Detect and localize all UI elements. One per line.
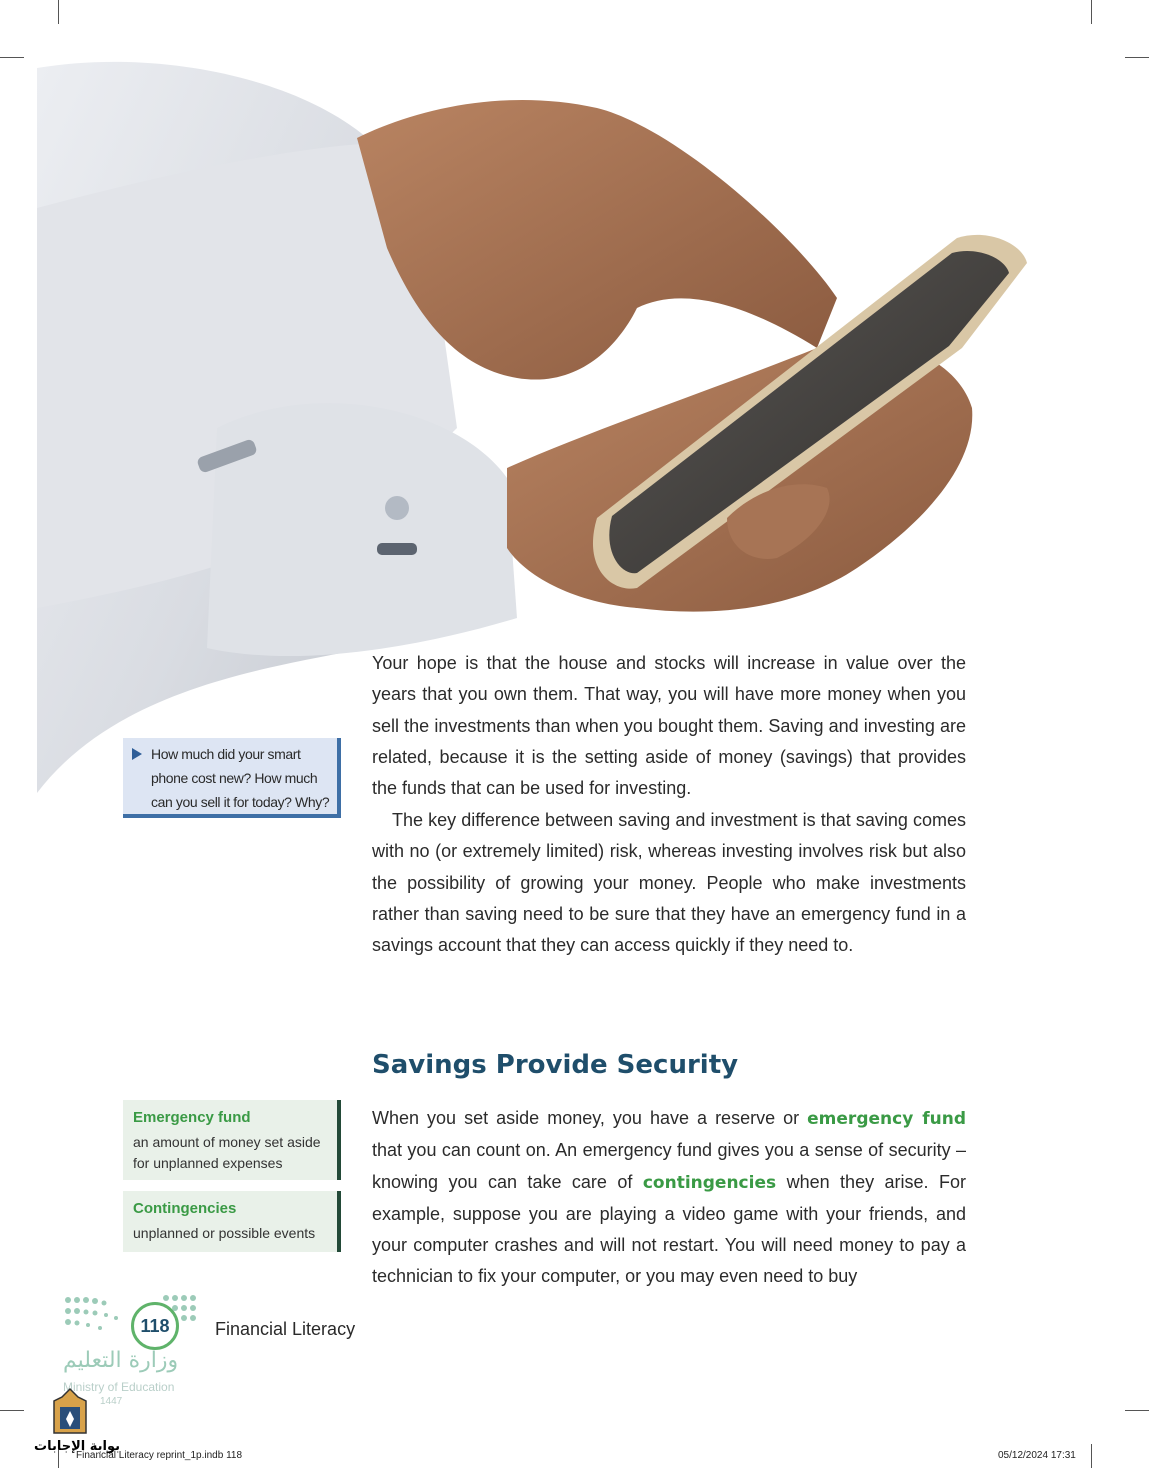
keyword-contingencies: contingencies [642,1172,777,1193]
keyword-emergency-fund: emergency fund [807,1109,966,1129]
crop-mark [1091,0,1092,24]
section-text-c: when they arise. For example, suppose you are playing a video game with your friends, and your computer crashes and will not restart. You will need money to pay a technician to fix your computer, or you may even need to buy [372,1171,966,1287]
glossary-definition: an amount of money set aside for unplanned expenses [133,1134,321,1171]
crop-mark [0,57,24,58]
ministry-logo-english: Ministry of Education [63,1380,175,1394]
print-slug-date: 05/12/2024 17:31 [998,1450,1076,1461]
ministry-year: 1447 [100,1396,123,1407]
glossary-definition: unplanned or possible events [133,1225,316,1241]
ministry-logo-arabic: وزارة التعليم [63,1348,179,1373]
photo-caption-box [123,738,341,818]
caption-arrow-icon [132,748,142,760]
crop-mark [1091,1444,1092,1468]
body-paragraph-1: Your hope is that the house and stocks will increase in value over the years that you own them. That way, you will have more money when you sell the investments than when you bought them. Saving and investing are related, because it is the setting aside of money (savings) that provides the funds that can be used for investing. [372,653,966,799]
body-paragraph-2: The key difference between saving and investment is that saving comes with no (or extremely limited) risk, whereas investing involves risk but also the possibility of growing your money. People who make investments rather than saving need to be sure that they have an emergency fund in a savings account that they can access quickly if they need to. [372,810,966,956]
section-text-a: When you set aside money, you have a reserve or [372,1108,808,1128]
crop-mark [0,1410,24,1411]
crop-mark [1125,1410,1149,1411]
glossary-box-contingencies [123,1191,341,1252]
lantern-logo-icon [48,1387,92,1439]
section-paragraph [372,1103,966,1293]
section-heading: Savings Provide Security [372,1050,739,1080]
site-watermark: بوابة الإجابات [34,1439,120,1454]
page-number: 118 [131,1302,179,1350]
crop-mark [1125,57,1149,58]
glossary-box-emergency-fund [123,1100,341,1180]
section-text-b: that you can count on. An emergency fund gives you a sense of security – knowing you can take care of [372,1140,966,1192]
print-slug-file: Financial Literacy reprint_1p.indb 118 [76,1450,243,1461]
glossary-term: Emergency fund [133,1109,251,1126]
crop-mark [58,0,59,24]
glossary-term: Contingencies [133,1200,237,1217]
caption-text: How much did your smart phone cost new? How much can you sell it for today? Why? [151,746,330,810]
book-title: Financial Literacy [215,1319,356,1339]
